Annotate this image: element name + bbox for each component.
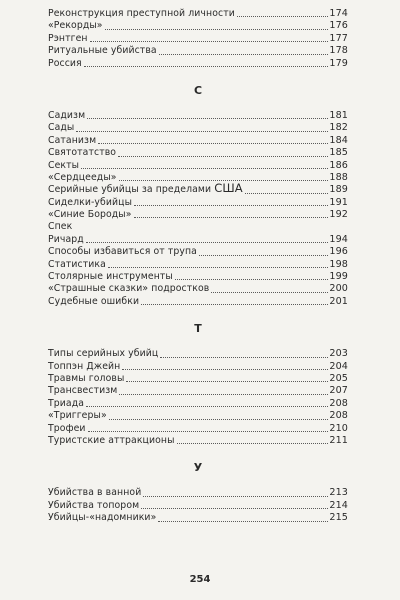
toc-entry xyxy=(48,45,348,57)
toc-entry-page: 189 xyxy=(329,184,348,196)
toc-entry-page: 179 xyxy=(329,57,348,69)
toc-entry xyxy=(48,110,348,122)
toc-entry-title: Способы избавиться от трупа xyxy=(48,246,197,258)
toc-entry-title: Травмы головы xyxy=(48,372,125,384)
toc-group-u xyxy=(48,487,348,524)
section-letter-heading: С xyxy=(193,83,203,97)
toc-entry xyxy=(48,373,348,385)
toc-entry-title: Секты xyxy=(48,159,80,171)
toc-entry-title: Убийства в ванной xyxy=(48,487,142,499)
toc-entry-title: Спек xyxy=(48,221,73,233)
toc-entry-page: 176 xyxy=(329,20,348,32)
toc-group-r xyxy=(48,8,348,70)
toc-entry xyxy=(48,410,348,422)
toc-entry-title: Статистика xyxy=(48,258,106,270)
toc-entry xyxy=(48,296,348,308)
toc-entry xyxy=(48,271,348,283)
toc-leader-dots xyxy=(141,508,328,509)
toc-leader-dots xyxy=(76,131,328,132)
toc-leader-dots xyxy=(134,217,329,218)
toc-entry-title: Судебные ошибки xyxy=(48,295,140,307)
toc-leader-dots xyxy=(86,406,328,407)
toc-entry-page: 213 xyxy=(329,487,348,499)
toc-entry-page: 198 xyxy=(329,258,348,270)
spacer xyxy=(48,447,348,461)
toc-entry-page: 207 xyxy=(329,385,348,397)
toc-entry-title xyxy=(48,182,243,196)
toc-entry-title: «Синие Бороды» xyxy=(48,209,132,221)
toc-leader-dots xyxy=(141,304,328,305)
toc-entry-page: 184 xyxy=(329,134,348,146)
toc-group-s xyxy=(48,110,348,308)
toc-entry-page: 214 xyxy=(329,499,348,511)
toc-entry-title: Сатанизм xyxy=(48,134,97,146)
toc-entry xyxy=(48,283,348,295)
toc-entry-page: 181 xyxy=(329,109,348,121)
toc-entry xyxy=(48,500,348,512)
toc-entry-title: Сиделки-убийцы xyxy=(48,196,133,208)
toc-entry-page: 188 xyxy=(329,171,348,183)
toc-entry-page: 203 xyxy=(329,348,348,360)
toc-entry xyxy=(48,512,348,524)
toc-entry xyxy=(48,58,348,70)
toc-entry xyxy=(48,234,348,246)
toc-entry-title: Реконструкция преступной личности xyxy=(48,7,235,19)
toc-entry-page: 196 xyxy=(329,246,348,258)
toc-entry xyxy=(48,361,348,373)
toc-entry-title: Ричард xyxy=(48,233,84,245)
toc-leader-dots xyxy=(88,431,329,432)
toc-leader-dots xyxy=(211,292,328,293)
toc-leader-dots xyxy=(143,496,328,497)
toc-leader-dots xyxy=(175,279,329,280)
toc-entry-page: 185 xyxy=(329,147,348,159)
toc-entry-page: 201 xyxy=(329,295,348,307)
toc-entry-title: Столярные инструменты xyxy=(48,271,173,283)
section-letter-heading: У xyxy=(193,461,203,475)
toc-entry-title: «Сердцееды» xyxy=(48,171,117,183)
toc-entry-page: 211 xyxy=(329,434,348,446)
toc-entry xyxy=(48,385,348,397)
toc-entry xyxy=(48,209,348,221)
toc-leader-dots xyxy=(237,16,329,17)
toc-entry-page: 200 xyxy=(329,283,348,295)
spacer xyxy=(48,70,348,84)
toc-entry-page: 182 xyxy=(329,122,348,134)
toc-leader-dots xyxy=(105,29,329,30)
toc-entry-title: Ритуальные убийства xyxy=(48,45,157,57)
toc-entry-page: 210 xyxy=(329,422,348,434)
toc-entry xyxy=(48,246,348,258)
toc-leader-dots xyxy=(158,521,328,522)
toc-entry xyxy=(48,348,348,360)
toc-entry xyxy=(48,487,348,499)
spacer xyxy=(48,336,348,348)
toc-entry xyxy=(48,33,348,45)
toc-entry-title: Садизм xyxy=(48,109,86,121)
toc-entry-title: Сады xyxy=(48,122,75,134)
toc-entry-title: Россия xyxy=(48,57,82,69)
toc-leader-dots xyxy=(159,54,329,55)
toc-entry xyxy=(48,20,348,32)
toc-leader-dots xyxy=(126,381,328,382)
spacer xyxy=(48,475,348,487)
toc-leader-dots xyxy=(177,443,329,444)
toc-leader-dots xyxy=(199,255,328,256)
toc-entry-title: Туристские аттракционы xyxy=(48,434,175,446)
toc-entry-page: 205 xyxy=(329,372,348,384)
toc-entry xyxy=(48,259,348,271)
toc-entry xyxy=(48,197,348,209)
toc-entry-title: «Триггеры» xyxy=(48,410,107,422)
toc-entry-title: Святотатство xyxy=(48,147,117,159)
toc-entry-title: Топпэн Джейн xyxy=(48,360,121,372)
toc-entry xyxy=(48,423,348,435)
toc-leader-dots xyxy=(84,66,329,67)
toc-entry-page: 208 xyxy=(329,397,348,409)
toc-entry-page: 177 xyxy=(329,32,348,44)
toc-leader-dots xyxy=(119,394,328,395)
toc-leader-dots xyxy=(87,118,328,119)
toc-leader-dots xyxy=(81,168,328,169)
toc-entry-page: 194 xyxy=(329,233,348,245)
toc-entry-page: 204 xyxy=(329,360,348,372)
toc-entry xyxy=(48,221,348,233)
toc-entry-title-emphasis: США xyxy=(214,181,243,196)
toc-entry-page: 215 xyxy=(329,512,348,524)
toc-entry xyxy=(48,147,348,159)
toc-leader-dots xyxy=(98,143,328,144)
spacer xyxy=(48,98,348,110)
toc-entry xyxy=(48,122,348,134)
toc-entry-page: 178 xyxy=(329,45,348,57)
toc-entry-title: Типы серийных убийц xyxy=(48,348,159,360)
toc-entry xyxy=(48,398,348,410)
toc-entry xyxy=(48,8,348,20)
toc-entry-title: Трансвестизм xyxy=(48,385,118,397)
toc-entry xyxy=(48,181,348,196)
toc-entry-title: Трофеи xyxy=(48,422,86,434)
toc-entry-title: Убийства топором xyxy=(48,499,140,511)
toc-entry-title: Триада xyxy=(48,397,85,409)
toc-entry xyxy=(48,135,348,147)
toc-leader-dots xyxy=(86,242,329,243)
toc-group-t xyxy=(48,348,348,447)
toc-leader-dots xyxy=(122,369,328,370)
toc-leader-dots xyxy=(108,267,328,268)
toc-leader-dots xyxy=(245,193,329,194)
toc-entry-title: Рэнтген xyxy=(48,32,88,44)
toc-entry xyxy=(48,160,348,172)
toc-entry-title: «Страшные сказки» подростков xyxy=(48,283,210,295)
toc-leader-dots xyxy=(160,357,328,358)
toc-entry xyxy=(48,435,348,447)
toc-entry-title: «Рекорды» xyxy=(48,20,103,32)
toc-entry-page: 186 xyxy=(329,159,348,171)
toc-entry-title: Убийцы-«надомники» xyxy=(48,512,157,524)
toc-entry-page: 199 xyxy=(329,271,348,283)
toc-entry-page: 191 xyxy=(329,196,348,208)
toc-leader-dots xyxy=(134,205,328,206)
section-letter-heading: Т xyxy=(194,322,202,336)
toc-leader-dots xyxy=(90,41,329,42)
toc-leader-dots xyxy=(109,419,329,420)
toc-leader-dots xyxy=(118,156,328,157)
toc-entry-page: 208 xyxy=(329,410,348,422)
toc-entry-page: 174 xyxy=(329,7,348,19)
toc-entry-page: 192 xyxy=(329,209,348,221)
toc-entry-title-prefix: Серийные убийцы за пределами xyxy=(48,184,215,196)
page-number: 254 xyxy=(189,574,211,585)
spacer xyxy=(48,308,348,322)
